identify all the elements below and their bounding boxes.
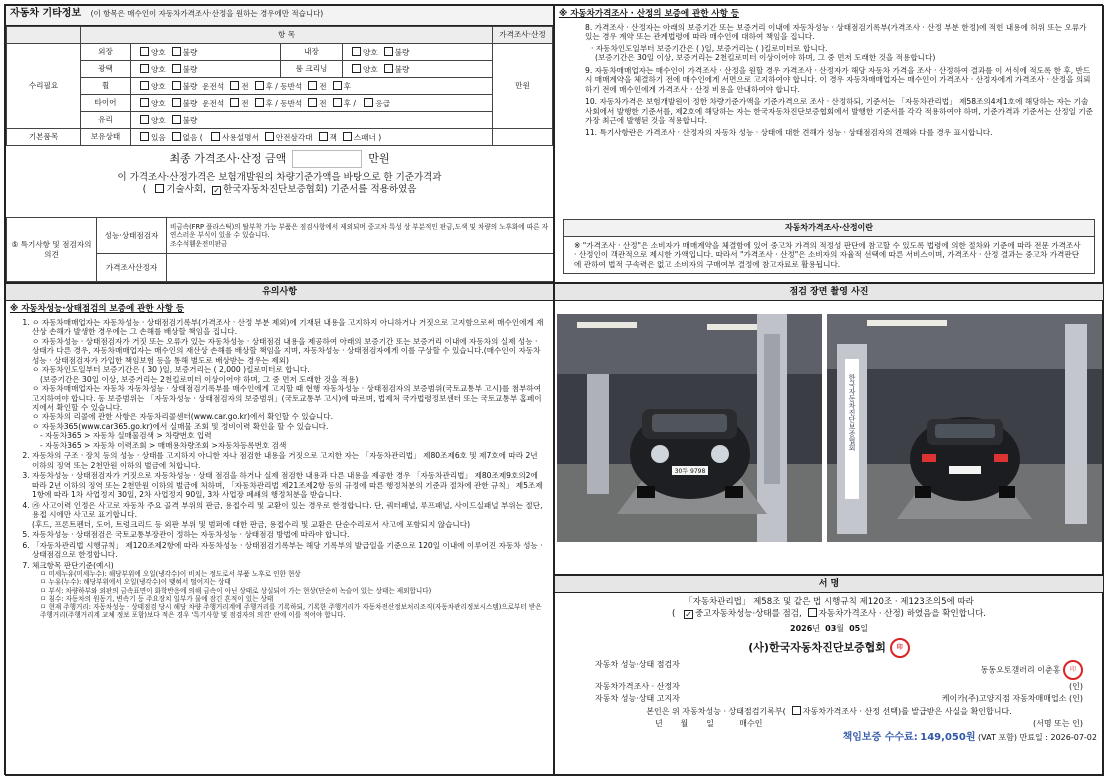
inspector-text: 비금속(FRP 플라스틱)의 탈부착 가능 부품은 점검사항에서 제외되며 중고차 특성 상 부분적인 판금,도색 및 차량의 노후화에 따른 자연스러운 부식이 있을 수 있습니다. (170, 223, 548, 240)
signature-org: (사)한국자동차진단보증협회 印 (555, 638, 1103, 658)
basis-line2: ( 기술사회,✓ 한국자동차진단보증협회) 기준서를 적용하였음 (6, 184, 553, 196)
basis-line1: 이 가격조사·산정가격은 보험개발원의 차량기준가액을 바탕으로 한 기준가격과 (117, 172, 442, 183)
fee-value: 149,050원 (920, 732, 976, 744)
note-4: 4. ㉮ 사고이력 인정은 사고로 자동차 주요 골격 부위의 판금, 용접수리 및 교환이 있는 경우로 한정합니다. 단, 쿼터패널, 루프패널, 사이드실패널 부위는 절단, 용접 시에만 사고로 표기합니다. (후드, 프론트펜더, 도어, 트렁크리드 등 외판 부위 및 범퍼에 대한 판금, 용접수리 및 교환은 단순수리로서 사고에 포함되지 않습니다) (32, 501, 547, 529)
final-price-row (6, 150, 553, 168)
lift-label-text: 한국자동차진단보증협회 (848, 374, 856, 451)
buyer-sign-row: 년 월 일 매수인 (서명 또는 인) (655, 719, 1083, 729)
note-6: 6. 「자동차관리법 시행규칙」 제120조제2항에 따라 자동차성능 · 상태점검기록부는 해당 기록부의 발급일을 기준으로 120일 이내에 이루어진 자동차 성능 · 상태점검으로 한정합니다. (32, 541, 547, 560)
fee-expiry: 만료일 : 2026-07-02 (1019, 733, 1097, 743)
guarantee-item-9: 9. 자동차매매업자는 매수인이 가격조사 · 산정을 원할 경우 가격조사 · 산정자가 해당 자동차 가격을 조사 · 산정하여 결과를 이 서식에 적도록 한 후, 반드시 매매계약을 체결하기 전에 매수인에게 서면으로 고지하여야 합니다. 이 경우 자동차매매업자는 매수인이 가격조사 · 산정자에게 가격조사 · 산정을 의뢰하기 전에 매수인에게 가격조사 · 산정 비용을 안내하여야 합니다. (585, 65, 1091, 94)
row-exterior: 외장 (81, 44, 131, 61)
final-price-unit: 만원 (368, 152, 390, 165)
notes-title: ※ 자동차성능·상태점검의 보증에 관한 사항 등 (10, 304, 185, 314)
signature-header: 서 명 (555, 576, 1103, 593)
photos-header: 점검 장면 촬영 사진 (555, 284, 1103, 301)
note-3: 3. 자동차성능 · 상태점검자가 거짓으로 자동차성능 · 상태 점검을 하거나 실제 점검한 내용과 다른 내용을 제공한 경우 「자동차관리법」 제80조제9호의2에 따라 2년 이하의 징역 또는 2천만원 이하의 벌금에 처하며, 「자동차관리법 제21조제2항 등의 규정에 따른 행정처분의 기준과 절차에 관한 규칙」 제5조제1항에 따라 1차 사업정지 30일, 2차 사업정지 90일, 3차 사업장 폐쇄의 행정처분을 받습니다. (32, 471, 547, 499)
col-item-header: 항 목 (81, 27, 493, 44)
group-repair: 수리필요 (7, 44, 81, 129)
inspector-text2: 조수석휀운전미판금 (170, 239, 228, 248)
note-5: 5. 자동차성능 · 상태점검은 국토교통부장관이 정하는 자동차성능 · 상태점검 방법에 따라야 합니다. (32, 530, 547, 539)
vehicle-other-info-panel (5, 5, 554, 283)
inspection-report-page (4, 4, 1103, 775)
row-wheel: 휠 (81, 78, 131, 95)
col-price-header: 가격조사·산정 (493, 27, 553, 44)
row-hold: 보유상태 (81, 129, 131, 146)
definition-text: ※ "가격조사 · 산정"은 소비자가 매매계약을 체결함에 있어 중고차 가격의 적정성 판단에 참고할 수 있도록 법령에 의한 절차와 기준에 따라 전문 가격조사 · 산정인이 객관적으로 제시한 가액입니다. 따라서 "가격조사 · 산정"은 소비자의 자율적 선택에 따른 서비스이며, 가격조사 · 산정 결과는 중고차 가격판단에 관하여 법적 구속력은 없고 소비자의 구매여부 결정에 참고자료로 활용됩니다. (574, 240, 1081, 269)
special-notes-table (6, 217, 554, 282)
final-price-label: 최종 가격조사·산정 금액 (169, 152, 287, 165)
price-guarantee-title: ※ 자동차가격조사 · 산정의 보증에 관한 사항 등 (559, 9, 740, 19)
row-gloss: 광택 (81, 61, 131, 78)
photo-plate-text: 30두 9798 (674, 468, 706, 475)
other-info-title: 자동차 기타정보 (10, 8, 82, 19)
inspection-photo-rear (827, 314, 1102, 542)
buyer-confirm-line: 본인은 위 자동차성능 · 상태점검기록부( 자동차가격조사 · 산정 선택)를 발급받은 사실을 확인합니다. (646, 707, 1012, 717)
price-unit: 만원 (493, 44, 553, 129)
definition-title: 자동차가격조사·산정이란 (564, 220, 1094, 237)
guarantee-item-11: 11. 특기사항란은 가격조사 · 산정자의 자동차 성능 · 상태에 대한 견해가 성능 · 상태점검자의 견해와 다를 경우 표시합니다. (585, 128, 993, 138)
row-glass: 유리 (81, 112, 131, 129)
photo-rear-image (827, 314, 1102, 542)
note-2: 2. 자동차의 구조 · 장치 등의 성능 · 상태를 고지하지 아니한 자나 점검한 내용을 거짓으로 고지한 자는 「자동차관리법」 제80조제6호 및 제7호에 따라 2년 이하의 징역 또는 2천만원 이하의 벌금에 처합니다. (32, 451, 547, 470)
notes-header: 유의사항 (6, 284, 553, 301)
photo-front-image (557, 314, 822, 542)
row-room-cleaning: 룸 크리닝 (281, 61, 343, 78)
signature-confirm-line: ( ✓중고자동차성능·상태를 점검, 자동차가격조사 · 산정) 하였음을 확인합니다. (555, 608, 1103, 620)
signature-panel (554, 575, 1104, 776)
fee-label: 책임보증 수수료: (842, 732, 918, 744)
final-price-input[interactable] (292, 150, 362, 168)
other-info-note: (이 항목은 매수인이 자동차가격조사·산정을 원하는 경우에만 적습니다) (90, 9, 324, 18)
notes-list (6, 318, 553, 620)
guarantee-item-8: 8. 가격조사 · 산정자는 아래의 보증기간 또는 보증거리 이내에 자동차성능 · 상태점검기록부(가격조사 · 산정 부분 한정)에 적힌 내용에 허위 또는 오류가 있는 경우 계약 또는 관계법령에 따라 매수인에 대하여 책임을 집니다. (585, 22, 1087, 42)
notes-panel (5, 283, 554, 776)
row-interior: 내장 (281, 44, 343, 61)
signer-row-2: 자동차가격조사 · 산정자 (인) (595, 682, 1083, 692)
inspector-label: 성능·상태점검자 (97, 218, 167, 254)
org-stamp-icon: 印 (890, 638, 910, 658)
price-inspector-label: 가격조사산정자 (97, 254, 167, 282)
checkbox[interactable] (140, 47, 149, 56)
photos-panel (554, 283, 1104, 575)
special-notes-label: ⑤ 특기사항 및 점검자의 의견 (7, 218, 97, 282)
guarantee-item-8b: (보증기간은 30일 이상, 보증거리는 2천킬로미터 이상이어야 하며, 그 중 먼저 도래한 것을 적용합니다) (595, 53, 936, 63)
guarantee-item-10: 10. 자동차가격은 보험개발원이 정한 차량기준가액을 기준가격으로 조사 · 산정하되, 기준서는 「자동차관리법」 제58조의4제1호에 해당하는 자는 기술사회에서 발행한 기준서를, 제2호에 해당하는 자는 한국자동차진단보증협회에서 발행한 기준서를 각각 적용하여야 하며, 기준가격과 기준서는 산정일 기준 가장 최근에 발행된 것을 적용합니다. (585, 97, 1093, 125)
signature-date: 2026년 03월 05일 (790, 624, 868, 634)
definition-box (563, 219, 1095, 274)
price-guarantee-panel (554, 5, 1104, 283)
price-guarantee-list (555, 23, 1103, 138)
fee-note: (VAT 포함) (978, 733, 1017, 743)
signer-row-1: 자동차 성능·상태 점검자 동동오토갤러리 이춘홍 印 (555, 658, 1103, 680)
note-1: 1. ㅇ 자동차매매업자는 자동차성능 · 상태점검기록부(가격조사 · 산정 부분 제외)에 기재된 내용을 고지하지 아니하거나 거짓으로 고지함으로써 매수인에게 재산상 손해가 발생한 경우에는 그 손해를 배상할 책임을 집니다. ㅇ 자동차성능 · 상태점검자가 거짓 또는 오류가 있는 자동차성능 · 상태점검 내용을 제공하여 아래의 보증기간 또는 보증거리 이내에 자동차의 실제 성능 · 상태가 다른 경우, 자동차매매업자는 매수인의 재산상 손해를 배상할 책임을 지며, 자동차성능 · 상태점검자에게 이를 구상할 수 있습니다.(매수인이 자동차성능 · 상태점검자가 가입한 책임보험 등을 통해 별도로 배상받는 경우는 제외) ㅇ 자동차인도일부터 보증기간은 ( 30 )일, 보증거리는 ( 2,000 )킬로미터로 합니다. (보증기간은 30일 이상, 보증거리는 2천킬로미터 이상이어야 하며, 그 중 먼저 도래한 것을 적용) ㅇ 자동차매매업자는 자동차 자동차성능 · 상태점검기록부를 매수인에게 고지할 때 현행 자동차성능 · 상태점검자의 보증범위(국토교통부 고시)를 첨부하여 고지하여야 합니다. 동 보증범위는 「자동차성능 · 상태점검자의 보증범위」(국토교통부 고시)에 따르며, 법제처 국가법령정보센터 또는 국토교통부 홈페이지에서 확인할 수 있습니다. ㅇ 자동차의 리콜에 관한 사항은 자동차리콜센터(www.car.go.kr)에서 확인할 수 있습니다. ㅇ 자동차365(www.car365.go.kr)에서 실매물 조회 및 정비이력 확인을 할 수 있습니다. - 자동차365 > 자동차 실매물검색 > 차량번호 입력 - 자동차365 > 자동차 이력조회 > 매매용차량조회 >자동차등록번호 검색 (32, 318, 547, 451)
fee-row (555, 729, 1103, 745)
seal-stamp-icon: 印 (1063, 660, 1083, 680)
other-info-title-row (6, 6, 553, 26)
inspection-photo-front (557, 314, 822, 542)
signer-row-3: 자동차 성능·상태 고지자 케이카(주)고양지점 자동차매매업소 (인) (595, 694, 1083, 704)
note-7: 7. 체크항목 판단기준(예시) ㅁ 미세누유(미세누수): 해당부위에 오일(냉각수)이 비치는 정도로서 부품 노후로 인한 현상 ㅁ 누유(누수): 해당부위에서 오일(냉각수)이 맺혀서 떨어지는 상태 ㅁ 부식: 차량하부와 외판의 금속표면이 화학반응에 의해 금속이 아닌 상태로 상실되어 가는 현상(단순히 녹슬어 있는 상태는 제외합니다) ㅁ 침수: 자동차의 원동기, 변속기 등 주요장치 일부가 물에 잠긴 흔적이 있는 상태 ㅁ 현재 주행거리: 자동차성능 · 상태점검 당시 해당 차량 주행거리계에 주행거리를 기록하되, 기록한 주행거리가 자동차전산정보처리조직(자동차관리정보시스템)으로부터 받은 주행거리(주행거리계 교체 정보 포함)보다 적은 경우 '특기사항 및 점검자의 의견' 란에 이를 적어야 합니다. (32, 561, 547, 620)
signature-law-line: 「자동차관리법」 제58조 및 같은 법 시행규칙 제120조 · 제123조의5에 따라 (684, 597, 974, 607)
group-basic: 기본품목 (7, 129, 81, 146)
row-tire: 타이어 (81, 95, 131, 112)
other-info-table: 항 목 가격조사·산정 수리필요 외장 양호 불량 내장 양호 불량 만원 광택 양호 불량 룸 크리닝 양호 불량 휠 양호 불량 운전석 전 후 / 동반석 전 후 타이어 양호 불량 운전석 전 후 / 동반석 전 후 / 응급 유리 양호 불량 기본품목 보유상태 있음 없음 ( 사용설명서 안전삼각대 잭 스패너 ) (6, 26, 553, 146)
guarantee-item-8a: · 자동차인도일부터 보증기간은 ( )일, 보증거리는 ( )킬로미터로 합니다. (591, 43, 828, 53)
price-inspector-value (167, 254, 555, 282)
